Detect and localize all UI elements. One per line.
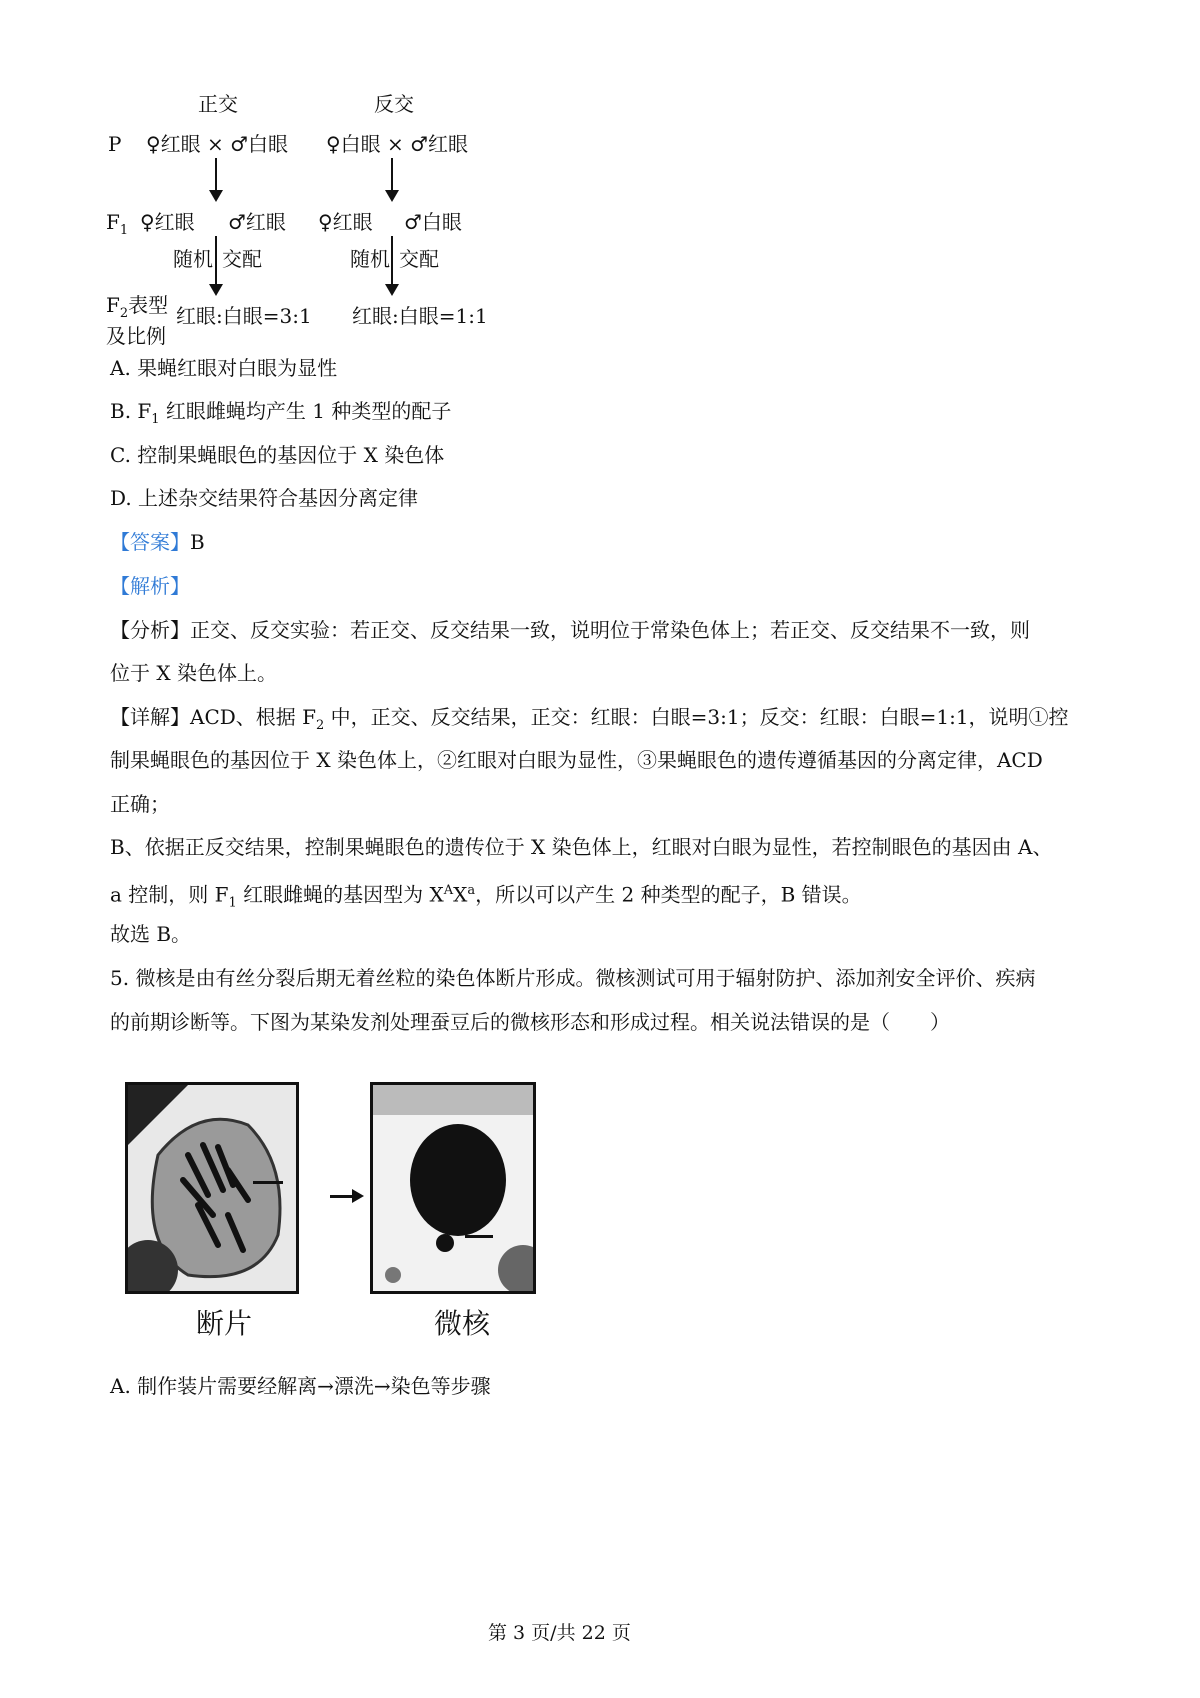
mating-label-right-b: 交配: [399, 247, 439, 271]
q4-option-d: D. 上述杂交结果符合基因分离定律: [110, 486, 419, 510]
answer-tag: 【答案】: [110, 530, 190, 554]
micronucleus-micrograph: [370, 1082, 536, 1294]
pointer-arrow-icon: [465, 1235, 493, 1238]
f1-generation-label: $F_1$: [106, 210, 129, 238]
pointer-arrow-icon: [253, 1181, 283, 1184]
arrow-down-icon: [391, 158, 393, 200]
f2-left-ratio: 红眼:白眼=3:1: [176, 304, 312, 328]
transition-arrow-icon: [330, 1195, 360, 1198]
q5-stem-line-2: 的前期诊断等。下图为某染发剂处理蚕豆后的微核形态和形成过程。相关说法错误的是（ ）: [110, 1010, 950, 1034]
q4-option-a: A. 果蝇红眼对白眼为显性: [110, 356, 338, 380]
p-generation-label: P: [108, 132, 122, 156]
fragment-micrograph: [125, 1082, 299, 1294]
f2-generation-label: $F_2$表型 及比例: [106, 293, 169, 348]
fanjiao-label: 反交: [374, 92, 414, 116]
answer-line: [110, 530, 205, 554]
f1-right-female: ♀红眼: [318, 210, 373, 234]
xiangjie-line-4: B、依据正反交结果，控制果蝇眼色的遗传位于 X 染色体上，红眼对白眼为显性，若控制眼色的基因由 A、: [110, 835, 1053, 859]
caption-micronucleus: 微核: [434, 1307, 491, 1340]
q5-stem-line-1: 5. 微核是由有丝分裂后期无着丝粒的染色体断片形成。微核测试可用于辐射防护、添加剂安全评价、疾病: [110, 966, 1036, 990]
f1-right-male: ♂白眼: [404, 210, 462, 234]
xiangjie-line-3: 正确；: [110, 792, 170, 816]
mating-label-left-a: 随机: [173, 247, 213, 271]
fenxi-line-2: 位于 X 染色体上。: [110, 661, 277, 685]
f2-right-ratio: 红眼:白眼=1:1: [352, 304, 488, 328]
p-cross-left: ♀红眼 × ♂白眼: [146, 132, 289, 156]
q4-option-c: C. 控制果蝇眼色的基因位于 X 染色体: [110, 443, 445, 467]
conclusion-line: 故选 B。: [110, 922, 192, 946]
arrow-down-icon: [215, 236, 217, 294]
mating-label-left-b: 交配: [222, 247, 262, 271]
zhengjiao-label: 正交: [198, 92, 238, 116]
p-cross-right: ♀白眼 × ♂红眼: [326, 132, 469, 156]
q5-option-a: A. 制作装片需要经解离→漂洗→染色等步骤: [110, 1374, 491, 1398]
xiangjie-line-1: 【详解】ACD、根据 $F_2$ 中，正交、反交结果，正交：红眼：白眼=3:1；反交：红眼：白眼=1:1，说明①控: [110, 705, 1069, 733]
xiangjie-line-2: 制果蝇眼色的基因位于 X 染色体上，②红眼对白眼为显性，③果蝇眼色的遗传遵循基因的分离定律，ACD: [110, 748, 1043, 772]
arrow-down-icon: [391, 236, 393, 294]
answer-value: B: [190, 530, 205, 554]
fenxi-line-1: 【分析】正交、反交实验：若正交、反交结果一致，说明位于常染色体上；若正交、反交结果不一致，则: [110, 618, 1030, 642]
f1-left-male: ♂红眼: [228, 210, 286, 234]
page-footer: 第 3 页/共 22 页: [488, 1622, 631, 1644]
caption-fragment: 断片: [196, 1307, 253, 1340]
mating-label-right-a: 随机: [350, 247, 390, 271]
f1-left-female: ♀红眼: [140, 210, 195, 234]
analysis-tag: 【解析】: [110, 574, 190, 598]
arrow-down-icon: [215, 158, 217, 200]
q4-option-b: B. $F_1$ 红眼雌蝇均产生 1 种类型的配子: [110, 399, 452, 427]
xiangjie-line-5: a 控制，则 $F_1$ 红眼雌蝇的基因型为 $X^AX^a$，所以可以产生 2 种类型的配子，B 错误。: [110, 882, 862, 911]
